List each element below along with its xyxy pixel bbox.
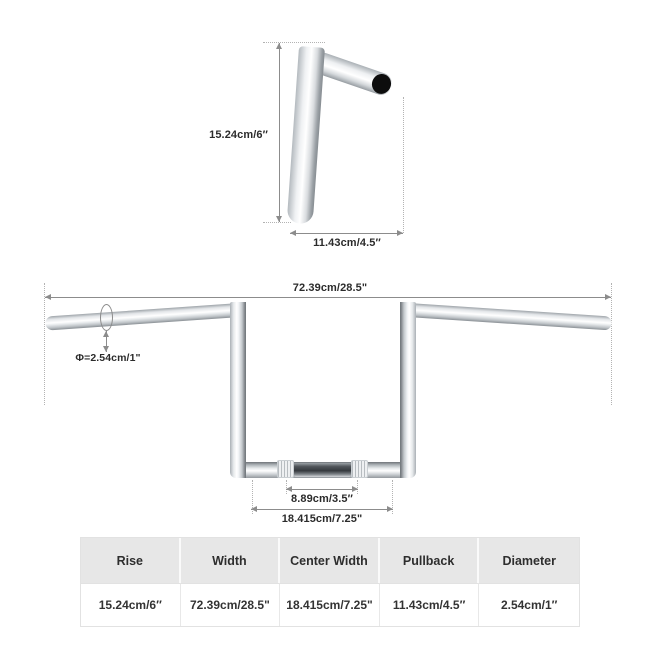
right-grip-tube: [408, 303, 612, 330]
spec-value-pullback: 11.43cm/4.5″: [380, 583, 480, 626]
center-width-label: 18.415cm/7.25": [281, 513, 363, 525]
pullback-dimension-label: 11.43cm/4.5″: [313, 237, 381, 249]
diameter-leader-line: [106, 331, 107, 352]
center-clamp-section: [294, 463, 351, 477]
pullback-dimension-line: [290, 233, 403, 234]
spec-value-diameter: 2.54cm/1″: [479, 583, 579, 626]
width-extension-left: [44, 283, 45, 405]
diameter-label: Φ=2.54cm/1": [75, 352, 141, 364]
side-riser-tube: [287, 46, 325, 224]
width-dimension-label: 72.39cm/28.5": [292, 282, 368, 294]
left-knurl: [277, 460, 294, 478]
grip-end-cap: [369, 71, 393, 96]
pullback-extension-right: [403, 97, 404, 233]
spec-table: [80, 537, 580, 627]
rise-extension-bottom: [263, 222, 291, 223]
spec-value-rise: 15.24cm/6″: [81, 583, 181, 626]
rise-dimension-line: [279, 43, 280, 222]
spec-header-diameter: Diameter: [479, 538, 579, 583]
rise-extension-top: [263, 42, 325, 43]
spec-value-width: 72.39cm/28.5": [181, 583, 281, 626]
spec-header-pullback: Pullback: [380, 538, 480, 583]
spec-header-width: Width: [181, 538, 281, 583]
rise-dimension-label: 15.24cm/6″: [209, 129, 268, 141]
left-riser-tube: [230, 302, 246, 478]
center-section-label: 8.89cm/3.5″: [290, 493, 354, 505]
spec-header-center-width: Center Width: [280, 538, 380, 583]
spec-header-rise: Rise: [81, 538, 181, 583]
diameter-callout-ellipse: [100, 304, 113, 331]
width-dimension-line: [45, 297, 611, 298]
spec-value-center-width: 18.415cm/7.25": [280, 583, 380, 626]
center-section-dimension-line: [286, 489, 358, 490]
width-extension-right: [611, 283, 612, 405]
center-width-dimension-line: [251, 509, 393, 510]
left-grip-tube: [45, 303, 241, 331]
right-riser-tube: [400, 302, 416, 478]
right-knurl: [351, 460, 368, 478]
